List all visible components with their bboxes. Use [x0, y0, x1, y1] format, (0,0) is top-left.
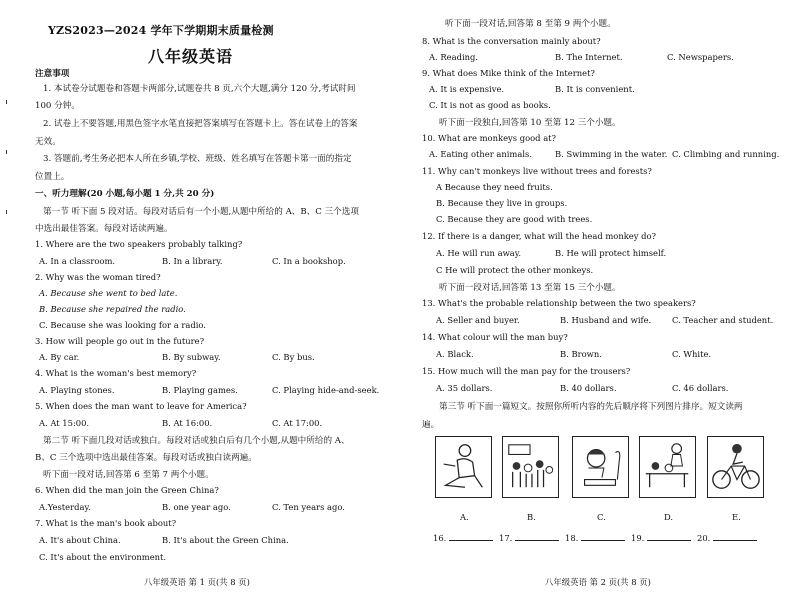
answer-blank-17[interactable] — [515, 540, 559, 541]
question-stem: 4. What is the woman's best memory? — [35, 368, 197, 378]
option-c: C. It is not as good as books. — [429, 100, 551, 110]
page-footer: 八年级英语 第 2 页(共 8 页) — [545, 577, 651, 587]
option-a: A.Yesterday. — [39, 502, 91, 512]
question-stem: 13. What's the probable relationship between the two speakers? — [422, 298, 696, 308]
part3-intro: 第三节 听下面一篇短文。按照你所听内容的先后顺序将下列图片排序。短文读两 — [439, 402, 743, 412]
option-c: C. In a bookshop. — [272, 256, 346, 266]
binding-mark — [6, 150, 7, 154]
option-b: B. It's about the Green China. — [162, 535, 289, 545]
question-stem: 10. What are monkeys good at? — [422, 133, 557, 143]
option-c: C. At 17:00. — [272, 418, 323, 428]
answer-blank-18[interactable] — [581, 540, 625, 541]
question-stem: 1. Where are the two speakers probably talking? — [35, 239, 243, 249]
answer-blank-row — [433, 533, 760, 543]
picture-c-boy-studying — [572, 436, 629, 498]
option-a: A. Playing stones. — [39, 385, 115, 395]
option-c: C. Climbing and running. — [672, 149, 780, 159]
listening-note: 听下面一段对话,回答第 13 至第 15 三个小题。 — [439, 283, 621, 293]
listening-note: 听下面一段独白,回答第 10 至第 12 三个小题。 — [439, 118, 621, 128]
option-b: B. Because she repaired the radio. — [39, 304, 186, 314]
picture-label: B. — [527, 512, 536, 522]
option-b: B. By subway. — [162, 352, 221, 362]
picture-label: E. — [732, 512, 741, 522]
option-c: C. Newspapers. — [667, 52, 734, 62]
option-c: C. By bus. — [272, 352, 315, 362]
exam-page-2 — [397, 0, 794, 596]
question-stem: 14. What colour will the man buy? — [422, 332, 568, 342]
boy-desk-icon — [573, 437, 628, 497]
option-c: C. 46 dollars. — [672, 383, 729, 393]
section-heading: 一、听力理解(20 小题,每小题 1 分,共 20 分) — [35, 189, 215, 199]
binding-mark — [6, 210, 7, 214]
part1-intro: 中选出最佳答案。每段对话读两遍。 — [35, 224, 173, 234]
option-b: B. 40 dollars. — [560, 383, 617, 393]
answer-blank-16[interactable] — [449, 540, 493, 541]
question-stem: 8. What is the conversation mainly about? — [422, 36, 601, 46]
picture-b-family — [502, 436, 559, 498]
picture-e-cyclist — [707, 436, 764, 498]
notice-line: 无效。 — [35, 137, 61, 147]
option-b: B. one year ago. — [162, 502, 231, 512]
question-stem: 5. When does the man want to leave for America? — [35, 401, 247, 411]
option-a: A. Eating other animals. — [429, 149, 533, 159]
question-stem: 15. How much will the man pay for the trousers? — [422, 366, 631, 376]
question-stem: 7. What is the man's book about? — [35, 518, 177, 528]
binding-mark — [6, 100, 7, 104]
notice-line: 1. 本试卷分试题卷和答题卡两部分,试题卷共 8 页,六个大题,满分 120 分,考试时间 — [43, 84, 356, 94]
blank-number: 19. — [631, 533, 645, 543]
option-a: A. It's about China. — [39, 535, 121, 545]
option-a: A. It is expensive. — [429, 84, 505, 94]
option-b: B. It is convenient. — [555, 84, 635, 94]
answer-blank-20[interactable] — [713, 540, 757, 541]
question-stem: 2. Why was the woman tired? — [35, 272, 161, 282]
blank-number: 17. — [499, 533, 513, 543]
picture-label: D. — [664, 512, 674, 522]
question-stem: 6. When did the man join the Green China? — [35, 485, 219, 495]
question-stem: 9. What does Mike think of the Internet? — [422, 68, 595, 78]
notice-line: 100 分钟。 — [35, 101, 80, 111]
subject-title: 八年级英语 — [148, 47, 234, 66]
option-c: C. Playing hide-and-seek. — [272, 385, 380, 395]
option-a: A. At 15:00. — [39, 418, 90, 428]
picture-label: C. — [597, 512, 606, 522]
option-c: C He will protect the other monkeys. — [436, 265, 594, 275]
picture-label: A. — [460, 512, 469, 522]
option-a: A. He will run away. — [436, 248, 522, 258]
family-group-icon — [503, 437, 558, 497]
answer-blank-19[interactable] — [647, 540, 691, 541]
option-c: C. Because they are good with trees. — [436, 214, 593, 224]
part1-intro: 第一节 听下面 5 段对话。每段对话后有一个小题,从题中所给的 A、B、C 三个选项 — [43, 207, 359, 217]
option-a: A. Because she went to bed late. — [39, 288, 178, 298]
option-c: C. Because she was looking for a radio. — [39, 320, 206, 330]
option-a: A. 35 dollars. — [436, 383, 493, 393]
option-b: B. Playing games. — [162, 385, 238, 395]
page-footer: 八年级英语 第 1 页(共 8 页) — [144, 577, 250, 587]
option-a: A Because they need fruits. — [436, 182, 553, 192]
listening-note: 听下面一段对话,回答第 8 至第 9 两个小题。 — [445, 19, 616, 29]
option-a: A. In a classroom. — [39, 256, 116, 266]
notice-line: 位置上。 — [35, 172, 70, 182]
option-a: A. Reading. — [429, 52, 479, 62]
option-c: C. Ten years ago. — [272, 502, 345, 512]
part3-intro: 遍。 — [422, 420, 440, 430]
question-stem: 3. How will people go out in the future? — [35, 336, 205, 346]
option-b: B. Husband and wife. — [560, 315, 652, 325]
blank-number: 16. — [433, 533, 447, 543]
blank-number: 18. — [565, 533, 579, 543]
part2-intro: 第二节 听下面几段对话或独白。每段对话或独白后有几个小题,从题中所给的 A、 — [43, 436, 350, 446]
option-b: B. Because they live in groups. — [436, 198, 568, 208]
option-a: A. Black. — [436, 349, 474, 359]
option-b: B. In a library. — [162, 256, 223, 266]
option-c: C. Teacher and student. — [672, 315, 774, 325]
notice-heading: 注意事项 — [35, 69, 70, 79]
picture-d-classroom — [639, 436, 696, 498]
blank-number: 20. — [697, 533, 711, 543]
option-b: B. The Internet. — [555, 52, 623, 62]
option-c: C. White. — [672, 349, 712, 359]
option-a: A. By car. — [39, 352, 80, 362]
option-b: B. He will protect himself. — [555, 248, 667, 258]
option-b: B. Swimming in the water. — [555, 149, 668, 159]
option-c: C. It's about the environment. — [39, 552, 167, 562]
classroom-icon — [640, 437, 695, 497]
exam-title: YZS2023—2024 学年下学期期末质量检测 — [48, 24, 274, 37]
bicycle-icon — [708, 437, 763, 497]
option-b: B. At 16:00. — [162, 418, 213, 428]
question-stem: 12. If there is a danger, what will the head monkey do? — [422, 231, 657, 241]
listening-note: 听下面一段对话,回答第 6 至第 7 两个小题。 — [43, 470, 214, 480]
question-stem: 11. Why can't monkeys live without trees and forests? — [422, 166, 652, 176]
picture-a-man-sitting — [435, 436, 492, 498]
notice-line: 2. 试卷上不要答题,用黑色签字水笔直接把答案填写在答题卡上。答在试卷上的答案 — [43, 119, 358, 129]
part2-intro: B、C 三个选项中选出最佳答案。每段对话或独白读两遍。 — [35, 453, 257, 463]
man-sitting-icon — [436, 437, 491, 497]
option-b: B. Brown. — [560, 349, 602, 359]
notice-line: 3. 答题前,考生务必把本人所在乡镇,学校、班级、姓名填写在答题卡第一面的指定 — [43, 154, 352, 164]
option-a: A. Seller and buyer. — [436, 315, 520, 325]
